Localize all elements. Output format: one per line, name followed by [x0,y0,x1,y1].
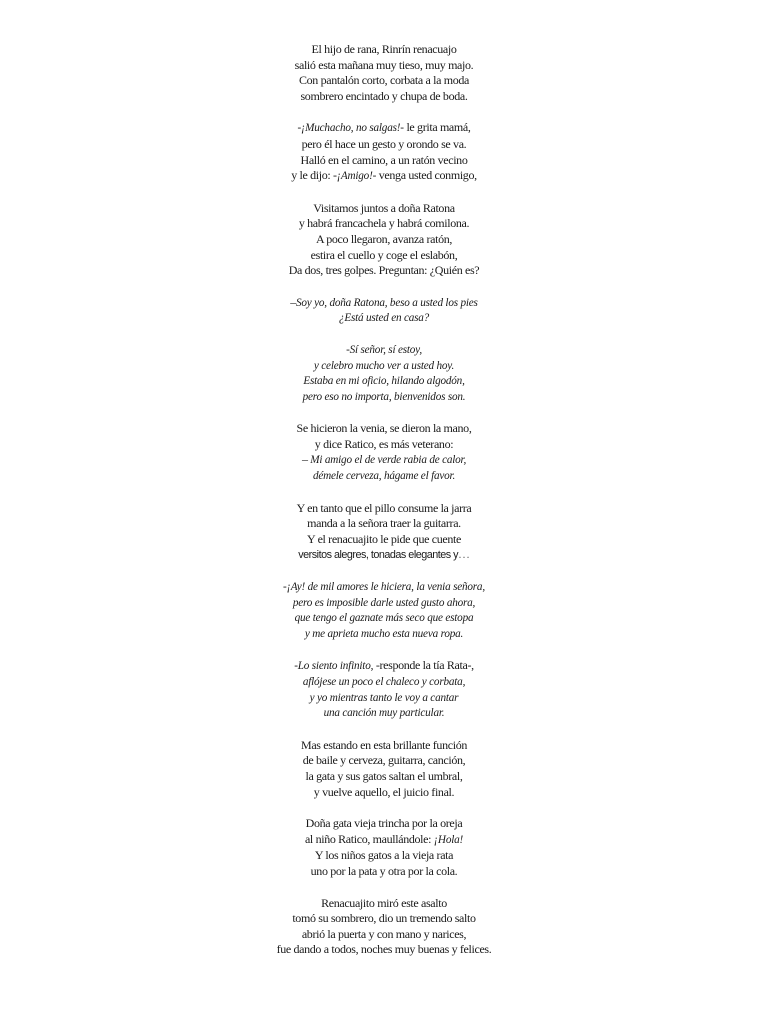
line-text: venga usted conmigo, [376,168,477,183]
italic-phrase: ¡Hola! [433,833,464,846]
poem-line: uno por la pata y otra por la cola. [310,863,458,878]
stanza-12 [0,896,768,958]
poem-line [0,295,768,312]
poem-line: -Sí señor, sí estoy, [346,343,422,356]
poem-line: una canción muy particular. [323,707,445,720]
italic-phrase: Soy yo, doña Ratona, beso a usted los pies [295,296,478,309]
poem-line: tomó su sombrero, dio un tremendo salto [292,911,476,926]
poem-line: y me aprieta mucho esta nueva ropa. [304,627,464,640]
stanza-11 [0,816,768,879]
poem-line: Y el renacuajito le pide que cuente [307,531,461,546]
stanza-9 [0,658,768,721]
italic-phrase: Mi amigo el de verde rabia de calor, [310,454,467,467]
line-text: le grita mamá, [403,120,471,135]
poem-line: Da dos, tres golpes. Preguntan: ¿Quién es? [288,263,480,278]
poem-line: manda a la señora traer la guitarra. [307,516,461,531]
poem-line: abrió la puerta y con mano y narices, [301,926,467,941]
stanza-5 [0,343,768,405]
italic-phrase: ¡Amigo!- [336,170,377,183]
poem-line: Estaba en mi oficio, hilando algodón, [303,375,465,388]
poem-line: pero eso no importa, bienvenidos son. [302,390,466,403]
stanza-8 [0,580,768,642]
poem-line [0,452,768,469]
stanza-7 [0,501,768,564]
stanza-3 [0,201,768,279]
stanza-6 [0,421,768,484]
italic-phrase: -Lo siento infinito, [294,660,374,673]
poem-line: y yo mientras tanto le voy a cantar [309,691,459,704]
poem-line: Se hicieron la venia, se dieron la mano, [296,421,472,436]
poem-line: Doña gata vieja trincha por la oreja [305,816,463,831]
poem-line [0,168,768,185]
poem-line: que tengo el gaznate más seco que estopa [294,612,474,625]
poem-line: sombrero encintado y chupa de boda. [300,88,468,103]
stanza-10 [0,738,768,800]
poem-line: -¡Ay! de mil amores le hiciera, la venia señora, [283,581,485,594]
stanza-2 [0,120,768,184]
stanza-4 [0,295,768,327]
dash: – [301,452,311,467]
italic-phrase: -¡Muchacho, no salgas!- [297,122,404,135]
line-text: -responde la tía Rata-, [373,658,474,673]
poem-line: A poco llegaron, avanza ratón, [315,231,453,246]
sans-phrase: versitos alegres, tonadas elegantes y [298,549,459,562]
poem-line [0,658,768,675]
poem-line [0,547,768,564]
poem-line: Y los niños gatos a la vieja rata [314,848,454,863]
line-text: al niño Ratico, maullándole: [304,831,434,846]
poem-line: Con pantalón corto, corbata a la moda [299,73,469,88]
poem-line [0,120,768,137]
poem-line: de baile y cerveza, guitarra, canción, [302,753,466,768]
poem-line [0,832,768,849]
poem-line: Visitamos juntos a doña Ratona [313,200,455,215]
poem-line: y celebro mucho ver a usted hoy. [313,359,455,372]
poem-line: pero él hace un gesto y orondo se va. [301,136,467,151]
dash: – [290,294,296,309]
poem-line: pero es imposible darle usted gusto ahora, [292,596,476,609]
poem-line: estira el cuello y coge el eslabón, [310,247,458,262]
poem-line: Renacuajito miró este asalto [321,895,447,910]
poem-page [0,42,768,974]
poem-line: démele cerveza, hágame el favor. [312,470,456,483]
poem-line: y dice Ratico, es más veterano: [314,436,454,451]
poem-line: aflójese un poco el chaleco y corbata, [302,676,466,688]
poem-line: Y en tanto que el pillo consume la jarra [296,500,472,515]
poem-line: la gata y sus gatos saltan el umbral, [305,768,463,783]
poem-line: Halló en el camino, a un ratón vecino [300,152,468,167]
poem-line: y habrá francachela y habrá comilona. [298,216,470,231]
stanza-1 [0,42,768,104]
poem-line: El hijo de rana, Rinrín renacuajo [311,42,457,56]
poem-line: y vuelve aquello, el juicio final. [313,784,455,799]
poem-line: ¿Está usted en casa? [338,312,430,325]
poem-line: fue dando a todos, noches muy buenas y felices. [276,942,492,957]
ellipsis: … [458,547,470,562]
poem-line: Mas estando en esta brillante función [301,737,467,752]
poem-line: salió esta mañana muy tieso, muy majo. [294,57,474,72]
line-text: y le dijo: - [291,168,337,183]
